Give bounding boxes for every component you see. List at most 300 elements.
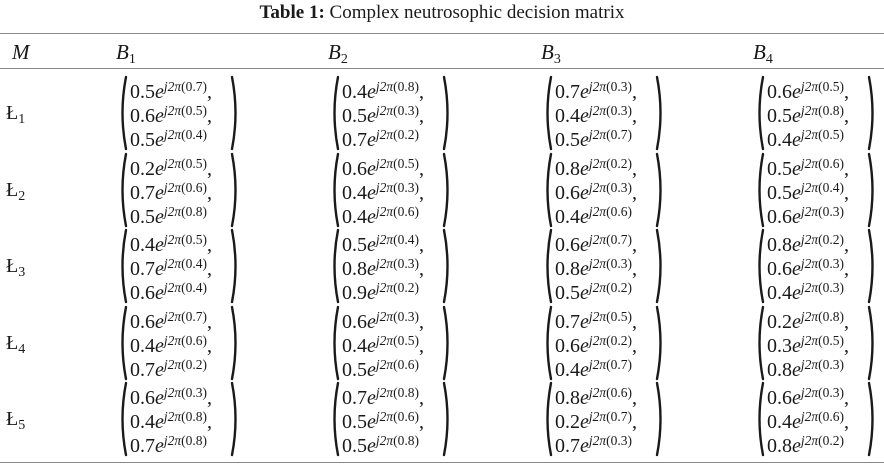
entry-base: e — [155, 206, 164, 228]
left-parenthesis — [118, 228, 128, 304]
row-label-subscript: 1 — [18, 112, 26, 127]
right-parenthesis — [867, 75, 877, 151]
left-parenthesis — [118, 75, 128, 151]
cell-entry — [130, 230, 212, 255]
entry-exponent — [589, 280, 632, 295]
entry-base: e — [367, 105, 376, 127]
cell-entry — [767, 307, 849, 332]
matrix-cell — [118, 152, 230, 228]
entry-separator: , — [419, 387, 425, 409]
matrix-cell — [330, 381, 442, 457]
exponent-phase: (0.5) — [181, 156, 208, 171]
entry-exponent — [376, 409, 419, 424]
matrix-cell — [755, 152, 867, 228]
cell-entry — [555, 278, 632, 303]
exponent-phase: (0.8) — [393, 79, 420, 94]
left-parenthesis — [330, 228, 340, 304]
entry-coefficient: 0.4 — [767, 129, 792, 151]
right-parenthesis — [867, 152, 877, 228]
entry-coefficient: 0.4 — [342, 206, 367, 228]
header-b-letter: B — [328, 40, 341, 64]
cell-entry — [130, 202, 207, 227]
right-parenthesis — [230, 228, 240, 304]
exponent-prefix: j2π — [800, 409, 819, 424]
cell-entry — [130, 431, 207, 456]
entry-base: e — [367, 335, 376, 357]
entry-base: e — [155, 234, 164, 256]
exponent-prefix: j2π — [800, 280, 819, 295]
exponent-prefix: j2π — [163, 280, 182, 295]
entry-coefficient: 0.7 — [130, 359, 155, 381]
entry-coefficient: 0.6 — [555, 234, 580, 256]
exponent-phase: (0.8) — [181, 409, 208, 424]
entry-coefficient: 0.2 — [555, 411, 580, 433]
matrix-cell — [330, 228, 442, 304]
row-label-l1 — [6, 102, 25, 131]
exponent-prefix: j2π — [588, 409, 607, 424]
entry-coefficient: 0.7 — [342, 129, 367, 151]
entry-base: e — [580, 311, 589, 333]
left-parenthesis — [543, 381, 553, 457]
right-parenthesis — [230, 75, 240, 151]
entry-separator: , — [207, 387, 213, 409]
cell-entry — [767, 101, 849, 126]
entry-base: e — [580, 81, 589, 103]
exponent-prefix: j2π — [800, 180, 819, 195]
entry-base: e — [792, 258, 801, 280]
bottom-rule — [0, 462, 884, 463]
row-label-subscript: 4 — [18, 342, 26, 357]
entry-separator: , — [419, 258, 425, 280]
matrix-cell — [543, 75, 655, 151]
exponent-phase: (0.7) — [606, 357, 633, 372]
exponent-phase: (0.3) — [393, 103, 420, 118]
matrix-cell — [118, 75, 230, 151]
cell-entry — [342, 355, 419, 380]
entry-base: e — [792, 359, 801, 381]
cell-entry — [342, 178, 424, 203]
entry-coefficient: 0.5 — [342, 359, 367, 381]
entry-separator: , — [632, 182, 638, 204]
exponent-prefix: j2π — [375, 79, 394, 94]
left-parenthesis — [755, 228, 765, 304]
entry-coefficient: 0.6 — [767, 258, 792, 280]
cell-entry — [555, 178, 637, 203]
cell-entry — [767, 278, 844, 303]
row-label-l2 — [6, 179, 25, 208]
right-parenthesis — [442, 75, 452, 151]
entry-exponent — [164, 309, 207, 324]
exponent-prefix: j2π — [800, 256, 819, 271]
entry-coefficient: 0.8 — [342, 258, 367, 280]
cell-entry — [342, 77, 424, 102]
header-m-label: M — [12, 40, 30, 64]
exponent-prefix: j2π — [163, 232, 182, 247]
entry-base: e — [367, 387, 376, 409]
entry-separator: , — [207, 105, 213, 127]
exponent-prefix: j2π — [163, 103, 182, 118]
entry-exponent — [376, 103, 419, 118]
exponent-prefix: j2π — [588, 103, 607, 118]
matrix-cell — [755, 381, 867, 457]
entry-exponent — [801, 79, 844, 94]
entry-coefficient: 0.4 — [767, 282, 792, 304]
entry-separator: , — [419, 411, 425, 433]
entry-base: e — [155, 435, 164, 457]
entry-coefficient: 0.7 — [555, 81, 580, 103]
entry-base: e — [155, 359, 164, 381]
left-parenthesis — [755, 381, 765, 457]
cell-entry — [767, 202, 844, 227]
entry-exponent — [376, 433, 419, 448]
entry-base: e — [155, 282, 164, 304]
entry-base: e — [367, 129, 376, 151]
entry-separator: , — [207, 234, 213, 256]
entry-exponent — [164, 180, 207, 195]
exponent-phase: (0.7) — [181, 309, 208, 324]
header-b2 — [328, 40, 348, 72]
exponent-phase: (0.2) — [606, 333, 633, 348]
entry-coefficient: 0.6 — [767, 387, 792, 409]
matrix-cell — [755, 75, 867, 151]
exponent-phase: (0.5) — [393, 156, 420, 171]
left-parenthesis — [118, 381, 128, 457]
entry-coefficient: 0.6 — [130, 282, 155, 304]
exponent-prefix: j2π — [375, 232, 394, 247]
exponent-phase: (0.3) — [393, 256, 420, 271]
entry-coefficient: 0.8 — [555, 158, 580, 180]
entry-exponent — [801, 256, 844, 271]
row-label-letter: Ł — [6, 408, 19, 430]
entry-coefficient: 0.2 — [767, 311, 792, 333]
right-parenthesis — [230, 152, 240, 228]
entry-base: e — [792, 129, 801, 151]
entry-separator: , — [632, 411, 638, 433]
entry-base: e — [580, 411, 589, 433]
entry-base: e — [792, 311, 801, 333]
entry-separator: , — [419, 234, 425, 256]
exponent-phase: (0.7) — [606, 409, 633, 424]
entry-separator: , — [207, 81, 213, 103]
exponent-prefix: j2π — [800, 232, 819, 247]
exponent-phase: (0.2) — [181, 357, 208, 372]
entry-coefficient: 0.5 — [767, 158, 792, 180]
entry-separator: , — [419, 158, 425, 180]
entry-base: e — [580, 359, 589, 381]
cell-entry — [555, 331, 637, 356]
cell-entry — [767, 178, 849, 203]
header-b-letter: B — [753, 40, 766, 64]
cell-entry — [342, 431, 419, 456]
exponent-prefix: j2π — [375, 309, 394, 324]
entry-exponent — [801, 309, 844, 324]
cell-entry — [555, 125, 632, 150]
entry-separator: , — [207, 158, 213, 180]
matrix-cell — [755, 228, 867, 304]
exponent-prefix: j2π — [375, 127, 394, 142]
entry-base: e — [155, 105, 164, 127]
exponent-phase: (0.3) — [818, 204, 845, 219]
exponent-phase: (0.2) — [393, 127, 420, 142]
entry-coefficient: 0.6 — [130, 105, 155, 127]
exponent-phase: (0.6) — [606, 204, 633, 219]
entry-exponent — [801, 156, 844, 171]
entry-coefficient: 0.4 — [130, 234, 155, 256]
exponent-phase: (0.3) — [818, 357, 845, 372]
cell-entry — [130, 383, 212, 408]
entry-coefficient: 0.8 — [767, 359, 792, 381]
entry-base: e — [792, 435, 801, 457]
entry-separator: , — [632, 234, 638, 256]
entry-base: e — [155, 81, 164, 103]
cell-entry — [555, 307, 637, 332]
exponent-phase: (0.5) — [181, 232, 208, 247]
entry-coefficient: 0.5 — [342, 105, 367, 127]
entry-separator: , — [844, 411, 850, 433]
exponent-phase: (0.4) — [393, 232, 420, 247]
entry-exponent — [801, 357, 844, 372]
entry-exponent — [589, 333, 632, 348]
exponent-phase: (0.6) — [393, 357, 420, 372]
entry-coefficient: 0.7 — [555, 435, 580, 457]
cell-entry — [130, 355, 207, 380]
right-parenthesis — [442, 381, 452, 457]
entry-separator: , — [419, 182, 425, 204]
header-b-letter: B — [541, 40, 554, 64]
left-parenthesis — [330, 75, 340, 151]
entry-exponent — [164, 232, 207, 247]
left-parenthesis — [330, 381, 340, 457]
exponent-phase: (0.7) — [181, 79, 208, 94]
entry-exponent — [589, 309, 632, 324]
entry-base: e — [580, 435, 589, 457]
cell-entry — [342, 101, 424, 126]
entry-base: e — [792, 335, 801, 357]
entry-coefficient: 0.4 — [555, 359, 580, 381]
entry-separator: , — [419, 311, 425, 333]
entry-base: e — [792, 81, 801, 103]
cell-entry — [555, 230, 637, 255]
entry-separator: , — [844, 311, 850, 333]
entry-exponent — [164, 103, 207, 118]
exponent-prefix: j2π — [163, 127, 182, 142]
entry-coefficient: 0.7 — [555, 311, 580, 333]
header-b-subscript: 1 — [128, 52, 136, 67]
left-parenthesis — [543, 228, 553, 304]
entry-coefficient: 0.6 — [130, 311, 155, 333]
matrix-cell — [330, 305, 442, 381]
entry-base: e — [155, 311, 164, 333]
entry-exponent — [589, 79, 632, 94]
entry-coefficient: 0.7 — [130, 435, 155, 457]
cell-entry — [342, 307, 424, 332]
cell-entry — [130, 125, 207, 150]
entry-base: e — [792, 234, 801, 256]
entry-exponent — [801, 433, 844, 448]
entry-separator: , — [207, 411, 213, 433]
exponent-prefix: j2π — [800, 103, 819, 118]
entry-coefficient: 0.8 — [767, 435, 792, 457]
matrix-cell — [118, 228, 230, 304]
exponent-prefix: j2π — [163, 156, 182, 171]
entry-exponent — [801, 204, 844, 219]
entry-base: e — [367, 282, 376, 304]
exponent-prefix: j2π — [375, 357, 394, 372]
cell-entry — [130, 154, 212, 179]
header-b-subscript: 2 — [340, 52, 348, 67]
cell-entry — [130, 254, 212, 279]
exponent-prefix: j2π — [375, 409, 394, 424]
exponent-prefix: j2π — [163, 433, 182, 448]
cell-entry — [555, 101, 637, 126]
entry-base: e — [580, 234, 589, 256]
exponent-phase: (0.3) — [606, 103, 633, 118]
entry-base: e — [367, 258, 376, 280]
entry-exponent — [376, 357, 419, 372]
entry-separator: , — [207, 311, 213, 333]
entry-separator: , — [419, 81, 425, 103]
exponent-prefix: j2π — [375, 256, 394, 271]
entry-exponent — [164, 79, 207, 94]
matrix-cell — [543, 381, 655, 457]
right-parenthesis — [655, 228, 665, 304]
entry-base: e — [792, 387, 801, 409]
exponent-prefix: j2π — [375, 103, 394, 118]
exponent-prefix: j2π — [375, 156, 394, 171]
entry-separator: , — [419, 105, 425, 127]
entry-coefficient: 0.4 — [342, 335, 367, 357]
entry-coefficient: 0.5 — [342, 435, 367, 457]
left-parenthesis — [755, 75, 765, 151]
cell-entry — [130, 77, 212, 102]
right-parenthesis — [230, 305, 240, 381]
entry-coefficient: 0.8 — [767, 234, 792, 256]
exponent-phase: (0.7) — [606, 127, 633, 142]
cell-entry — [342, 202, 419, 227]
entry-base: e — [367, 411, 376, 433]
exponent-prefix: j2π — [588, 256, 607, 271]
exponent-phase: (0.5) — [393, 333, 420, 348]
exponent-phase: (0.3) — [606, 79, 633, 94]
entry-coefficient: 0.4 — [555, 105, 580, 127]
entry-base: e — [580, 105, 589, 127]
entry-base: e — [580, 182, 589, 204]
entry-exponent — [164, 256, 207, 271]
entry-exponent — [589, 433, 632, 448]
entry-exponent — [376, 256, 419, 271]
exponent-prefix: j2π — [163, 357, 182, 372]
entry-coefficient: 0.5 — [130, 81, 155, 103]
exponent-prefix: j2π — [800, 385, 819, 400]
exponent-phase: (0.8) — [181, 433, 208, 448]
exponent-phase: (0.8) — [393, 433, 420, 448]
entry-base: e — [155, 335, 164, 357]
exponent-prefix: j2π — [375, 433, 394, 448]
exponent-prefix: j2π — [588, 357, 607, 372]
entry-exponent — [164, 409, 207, 424]
exponent-prefix: j2π — [375, 333, 394, 348]
left-parenthesis — [543, 305, 553, 381]
entry-base: e — [367, 206, 376, 228]
exponent-phase: (0.8) — [393, 385, 420, 400]
exponent-phase: (0.6) — [181, 333, 208, 348]
exponent-prefix: j2π — [588, 180, 607, 195]
entry-coefficient: 0.8 — [555, 258, 580, 280]
exponent-prefix: j2π — [163, 309, 182, 324]
entry-exponent — [589, 204, 632, 219]
entry-coefficient: 0.5 — [767, 182, 792, 204]
entry-exponent — [164, 333, 207, 348]
matrix-cell — [330, 75, 442, 151]
entry-exponent — [589, 357, 632, 372]
entry-exponent — [801, 127, 844, 142]
cell-entry — [555, 407, 637, 432]
entry-exponent — [589, 232, 632, 247]
right-parenthesis — [867, 381, 877, 457]
entry-exponent — [164, 280, 207, 295]
exponent-prefix: j2π — [375, 385, 394, 400]
exponent-prefix: j2π — [800, 333, 819, 348]
left-parenthesis — [543, 75, 553, 151]
entry-exponent — [376, 156, 419, 171]
right-parenthesis — [655, 75, 665, 151]
exponent-phase: (0.5) — [818, 127, 845, 142]
exponent-prefix: j2π — [375, 204, 394, 219]
exponent-phase: (0.3) — [818, 385, 845, 400]
entry-separator: , — [632, 105, 638, 127]
exponent-phase: (0.3) — [606, 180, 633, 195]
exponent-phase: (0.5) — [818, 333, 845, 348]
entry-coefficient: 0.5 — [555, 282, 580, 304]
left-parenthesis — [118, 152, 128, 228]
entry-exponent — [801, 333, 844, 348]
exponent-prefix: j2π — [588, 433, 607, 448]
table-caption — [0, 2, 884, 24]
cell-entry — [555, 77, 637, 102]
entry-coefficient: 0.7 — [342, 387, 367, 409]
entry-base: e — [155, 411, 164, 433]
exponent-prefix: j2π — [588, 309, 607, 324]
exponent-phase: (0.3) — [606, 433, 633, 448]
cell-entry — [342, 278, 419, 303]
cell-entry — [130, 178, 212, 203]
cell-entry — [555, 431, 632, 456]
left-parenthesis — [330, 305, 340, 381]
exponent-prefix: j2π — [375, 180, 394, 195]
exponent-phase: (0.2) — [606, 280, 633, 295]
exponent-prefix: j2π — [588, 156, 607, 171]
header-b3 — [541, 40, 561, 72]
entry-exponent — [589, 256, 632, 271]
row-label-letter: Ł — [6, 102, 19, 124]
right-parenthesis — [867, 305, 877, 381]
exponent-prefix: j2π — [163, 204, 182, 219]
entry-base: e — [155, 387, 164, 409]
exponent-phase: (0.6) — [818, 409, 845, 424]
caption-text: Complex neutrosophic decision matrix — [329, 2, 625, 23]
entry-coefficient: 0.5 — [130, 129, 155, 151]
entry-exponent — [801, 232, 844, 247]
matrix-cell — [543, 305, 655, 381]
entry-coefficient: 0.4 — [130, 335, 155, 357]
header-b-subscript: 4 — [765, 52, 773, 67]
exponent-prefix: j2π — [800, 156, 819, 171]
entry-base: e — [580, 206, 589, 228]
exponent-prefix: j2π — [588, 204, 607, 219]
exponent-prefix: j2π — [588, 385, 607, 400]
entry-exponent — [376, 309, 419, 324]
exponent-prefix: j2π — [800, 309, 819, 324]
